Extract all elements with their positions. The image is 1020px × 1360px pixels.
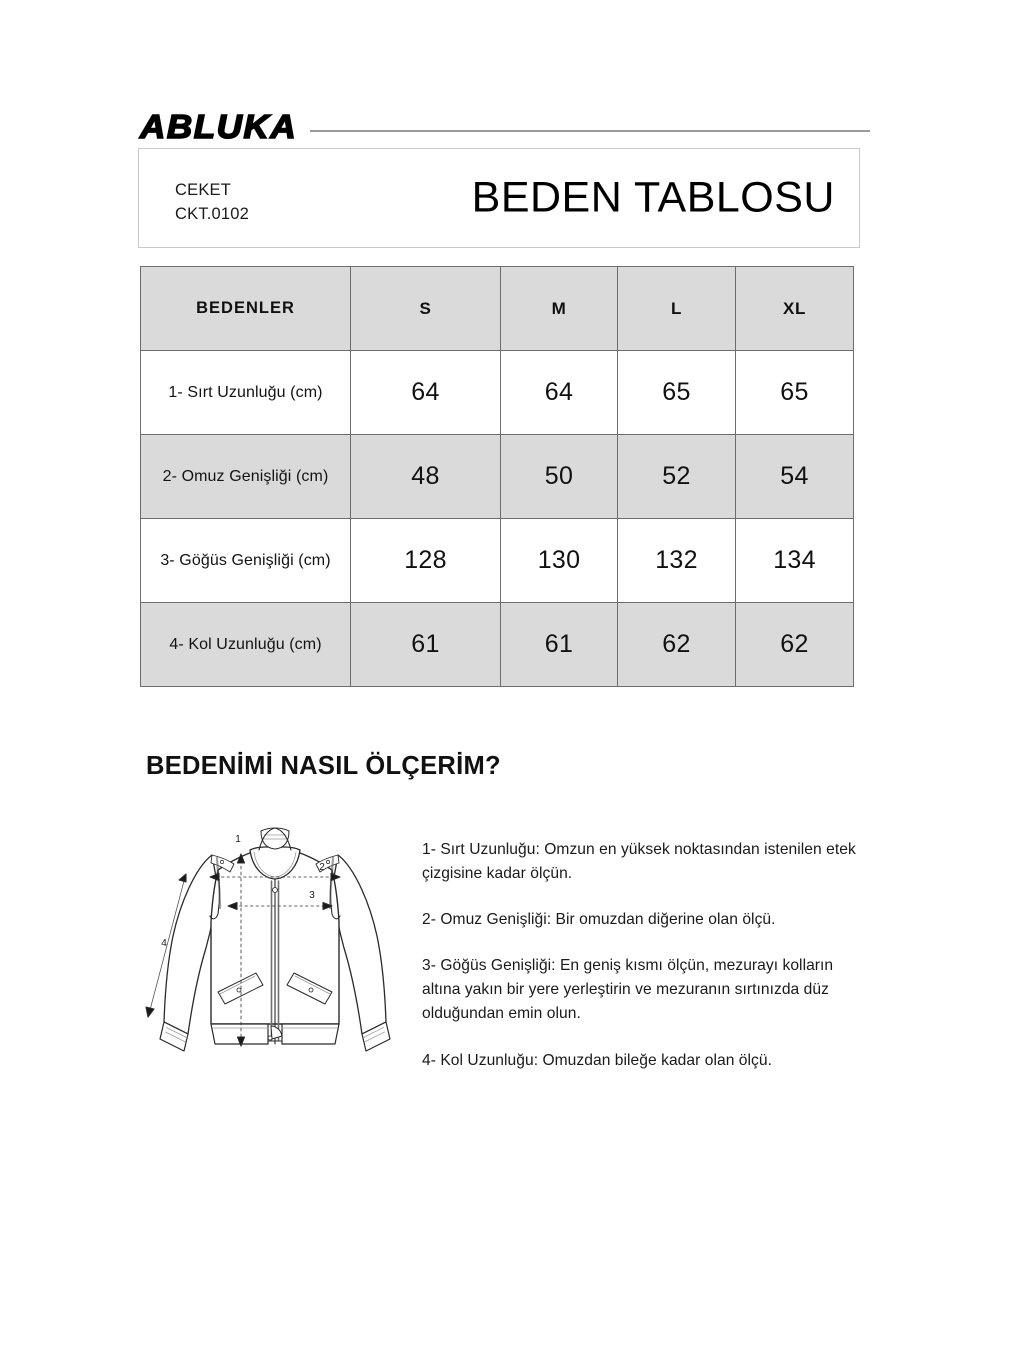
measurement-instructions bbox=[422, 822, 870, 1073]
svg-text:1: 1 bbox=[235, 834, 241, 845]
size-chart-table bbox=[140, 266, 854, 687]
cell-value: 62 bbox=[618, 603, 736, 687]
table-row bbox=[141, 519, 854, 603]
cell-value: 50 bbox=[501, 435, 618, 519]
cell-value: 48 bbox=[351, 435, 501, 519]
page-title: BEDEN TABLOSU bbox=[471, 173, 835, 222]
table-body bbox=[141, 351, 854, 687]
column-header-s: S bbox=[351, 267, 501, 351]
cell-value: 65 bbox=[736, 351, 854, 435]
table-header bbox=[141, 267, 854, 351]
column-header-m: M bbox=[501, 267, 618, 351]
cell-value: 128 bbox=[351, 519, 501, 603]
cell-value: 61 bbox=[501, 603, 618, 687]
cell-value: 64 bbox=[351, 351, 501, 435]
svg-text:4: 4 bbox=[161, 938, 167, 949]
cell-value: 62 bbox=[736, 603, 854, 687]
column-header-l: L bbox=[618, 267, 736, 351]
row-label: 2- Omuz Genişliği (cm) bbox=[141, 435, 351, 519]
column-header-xl: XL bbox=[736, 267, 854, 351]
jacket-technical-drawing bbox=[140, 808, 410, 1078]
instruction-item-1: 1- Sırt Uzunluğu: Omzun en yüksek noktasından istenilen etek çizgisine kadar ölçün. bbox=[422, 840, 856, 882]
svg-text:3: 3 bbox=[309, 890, 315, 901]
product-code: CKT.0102 bbox=[175, 204, 250, 223]
table-header-row bbox=[141, 267, 854, 351]
row-label: 1- Sırt Uzunluğu (cm) bbox=[141, 351, 351, 435]
cell-value: 54 bbox=[736, 435, 854, 519]
brand-row bbox=[140, 108, 870, 144]
brand-divider-rule bbox=[310, 130, 870, 132]
product-identity bbox=[175, 179, 249, 227]
cell-value: 65 bbox=[618, 351, 736, 435]
cell-value: 130 bbox=[501, 519, 618, 603]
howto-heading: BEDENİMİ NASIL ÖLÇERİM? bbox=[146, 752, 501, 780]
cell-value: 132 bbox=[618, 519, 736, 603]
table-row bbox=[141, 435, 854, 519]
column-header-bedenler: BEDENLER bbox=[141, 267, 351, 351]
row-label: 3- Göğüs Genişliği (cm) bbox=[141, 519, 351, 603]
header-card bbox=[138, 148, 860, 248]
instruction-item-4: 4- Kol Uzunluğu: Omuzdan bileğe kadar olan ölçü. bbox=[422, 1051, 772, 1069]
cell-value: 134 bbox=[736, 519, 854, 603]
table-row bbox=[141, 603, 854, 687]
cell-value: 61 bbox=[351, 603, 501, 687]
svg-text:2: 2 bbox=[319, 862, 325, 873]
abluka-logo: ABLUKA bbox=[140, 107, 298, 145]
cell-value: 64 bbox=[501, 351, 618, 435]
table-row bbox=[141, 351, 854, 435]
instruction-item-3: 3- Göğüs Genişliği: En geniş kısmı ölçün, mezurayı kolların altına yakın bir yere yerleştirin ve mezuranın sırtınızda düz olduğundan emin olun. bbox=[422, 957, 834, 1023]
cell-value: 52 bbox=[618, 435, 736, 519]
row-label: 4- Kol Uzunluğu (cm) bbox=[141, 603, 351, 687]
instruction-item-2: 2- Omuz Genişliği: Bir omuzdan diğerine olan ölçü. bbox=[422, 910, 776, 928]
product-type: CEKET bbox=[175, 181, 232, 199]
